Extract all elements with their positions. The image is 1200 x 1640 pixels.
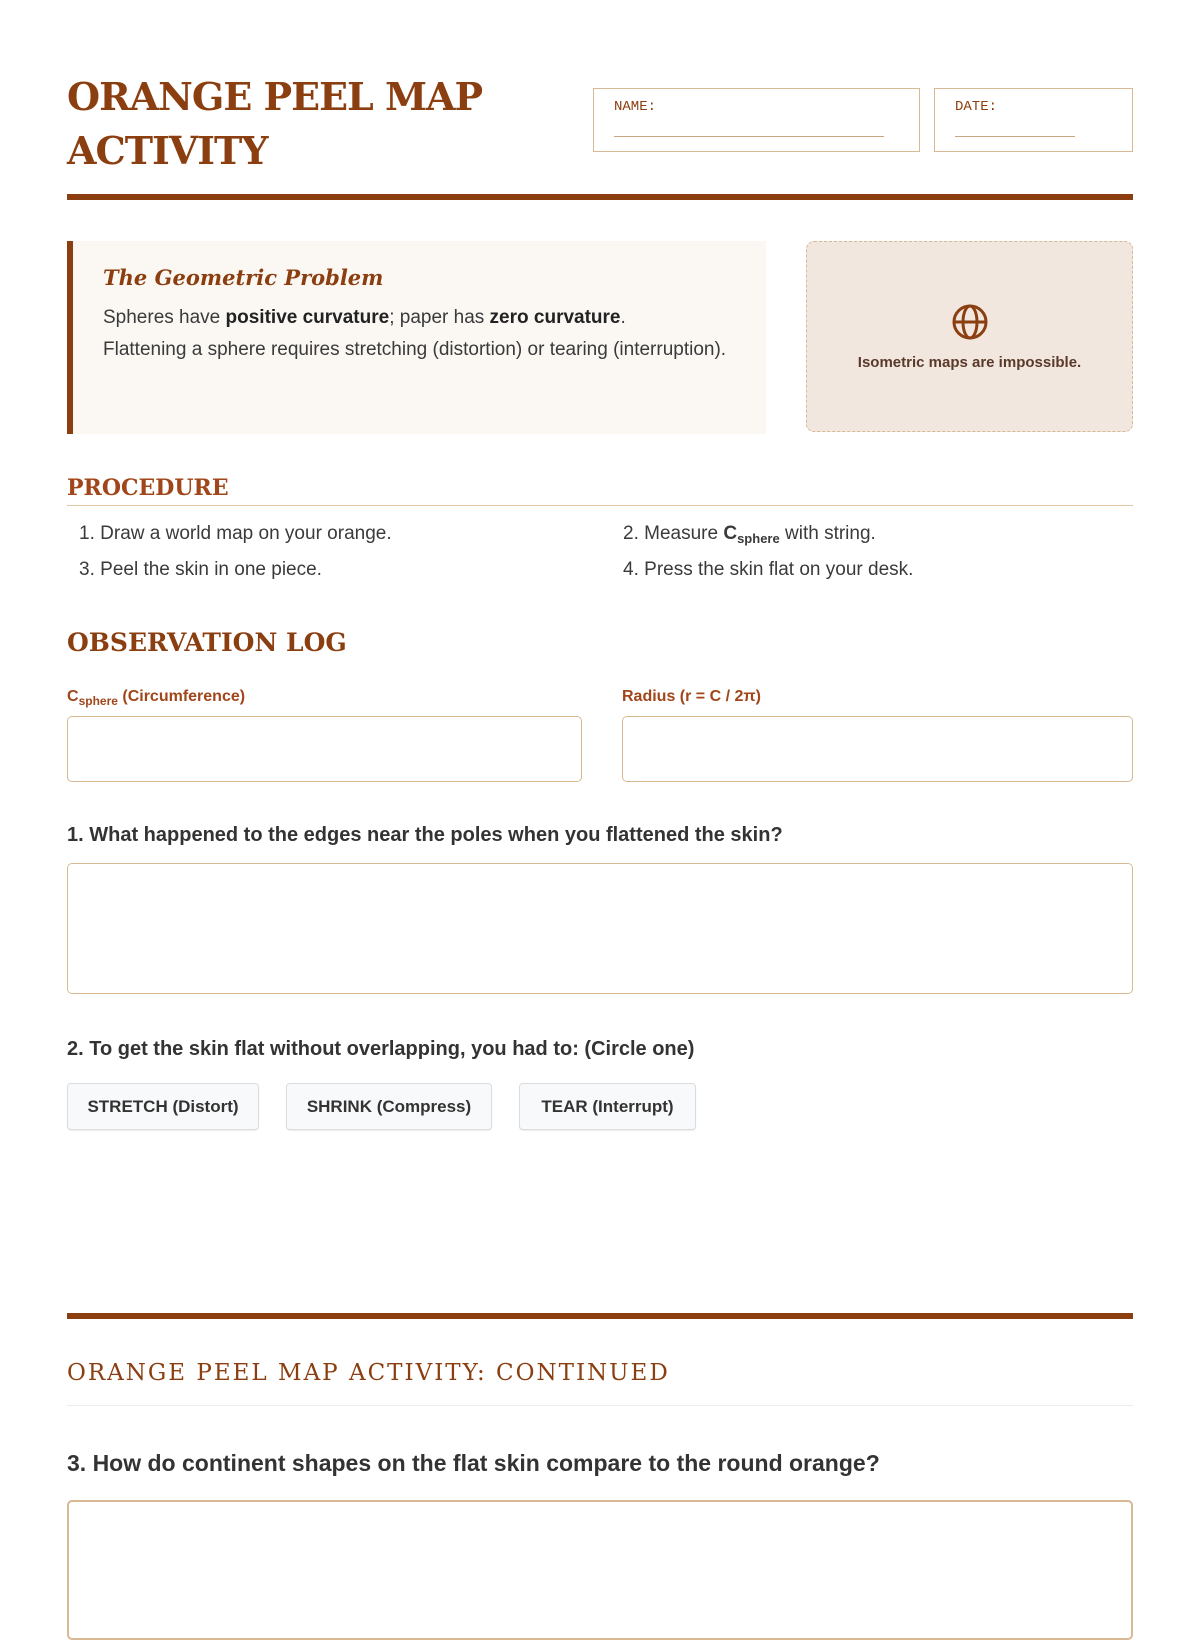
radius-input[interactable] — [622, 716, 1133, 782]
header-divider — [67, 194, 1133, 200]
label-main: C — [67, 688, 79, 705]
text: ; paper has — [389, 307, 490, 328]
step-number: 1. — [79, 523, 95, 544]
continued-divider — [67, 1405, 1133, 1406]
title-line-2: ACTIVITY — [67, 128, 268, 173]
bold-text: positive curvature — [225, 307, 390, 328]
page-title — [67, 70, 527, 178]
text: . — [620, 307, 626, 328]
question-3-answer[interactable] — [67, 1500, 1133, 1640]
step-number: 2. — [623, 523, 639, 544]
label-subscript: sphere — [78, 694, 118, 708]
name-line — [614, 136, 884, 137]
step-subscript: sphere — [737, 531, 780, 546]
step-number: 4. — [623, 559, 639, 580]
callout-title: The Geometric Problem — [103, 265, 384, 290]
continued-heading: ORANGE PEEL MAP ACTIVITY: CONTINUED — [67, 1360, 670, 1386]
question-1-answer[interactable] — [67, 863, 1133, 994]
procedure-step — [79, 523, 392, 545]
step-number: 3. — [79, 559, 95, 580]
circumference-input[interactable] — [67, 716, 582, 782]
procedure-step — [79, 559, 322, 581]
page-break-divider — [67, 1313, 1133, 1319]
option-tear[interactable]: TEAR (Interrupt) — [519, 1083, 696, 1130]
procedure-heading: PROCEDURE — [67, 475, 229, 501]
radius-label: Radius (r = C / 2π) — [622, 688, 761, 705]
name-field[interactable] — [593, 88, 920, 152]
procedure-divider — [67, 505, 1133, 506]
option-stretch[interactable]: STRETCH (Distort) — [67, 1083, 259, 1130]
step-bold: C — [723, 523, 738, 544]
question-3: 3. How do continent shapes on the flat skin compare to the round orange? — [67, 1450, 880, 1476]
procedure-step — [623, 559, 913, 581]
bold-text: zero curvature — [489, 307, 621, 328]
geometric-problem-callout — [67, 241, 766, 434]
callout-text — [103, 302, 736, 366]
label-rest: (Circumference) — [117, 688, 246, 705]
isometric-note-box — [806, 241, 1133, 432]
name-label: NAME: — [614, 99, 657, 115]
procedure-step — [623, 523, 876, 546]
observation-heading: OBSERVATION LOG — [67, 628, 347, 657]
step-text: Press the skin flat on your desk. — [644, 559, 914, 580]
globe-icon — [951, 303, 989, 346]
question-2: 2. To get the skin flat without overlapping, you had to: (Circle one) — [67, 1038, 695, 1060]
question-1: 1. What happened to the edges near the poles when you flattened the skin? — [67, 824, 783, 846]
date-line — [955, 136, 1075, 137]
step-text: Peel the skin in one piece. — [100, 559, 322, 580]
option-shrink[interactable]: SHRINK (Compress) — [286, 1083, 492, 1130]
title-line-1: ORANGE PEEL MAP — [67, 74, 483, 119]
step-text: with string. — [779, 523, 876, 544]
step-text: Draw a world map on your orange. — [100, 523, 392, 544]
text: Spheres have — [103, 307, 226, 328]
date-label: DATE: — [955, 99, 998, 115]
text: Flattening a sphere requires stretching (distortion) or tearing (interruption). — [103, 339, 727, 360]
sidebox-caption: Isometric maps are impossible. — [857, 353, 1082, 371]
step-text: Measure — [644, 523, 724, 544]
date-field[interactable] — [934, 88, 1133, 152]
circumference-label — [67, 688, 245, 708]
